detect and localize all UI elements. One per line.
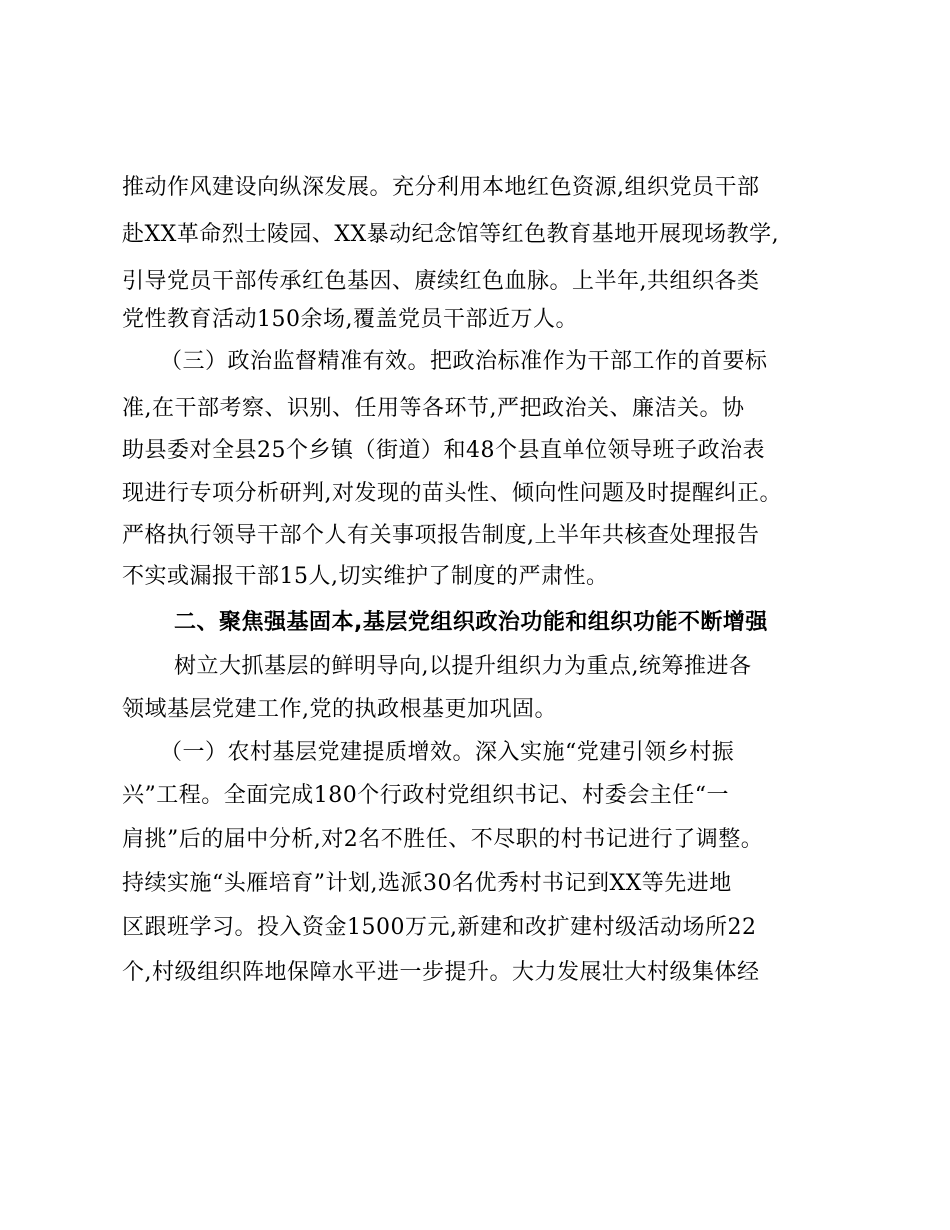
body-text-line: 赴XX革命烈士陵园、XX暴动纪念馆等红色教育基地开展现场教学,: [122, 222, 780, 247]
body-text-line: 党性教育活动150余场,覆盖党员干部近万人。: [122, 307, 578, 332]
body-text-line: 引导党员干部传承红色基因、赓续红色血脉。上半年,共组织各类: [122, 269, 760, 294]
paragraph-lead-line: 树立大抓基层的鲜明导向,以提升组织力为重点,统筹推进各: [174, 654, 752, 679]
body-text-line: 不实或漏报干部15人,切实维护了制度的严肃性。: [122, 564, 609, 589]
section-three-lead-line: （三）政治监督精准有效。把政治标准作为干部工作的首要标: [160, 349, 768, 374]
body-text-line: 持续实施“头雁培育”计划,选派30名优秀村书记到XX等先进地: [122, 871, 732, 896]
body-text-line: 助县委对全县25个乡镇（街道）和48个县直单位领导班子政治表: [122, 438, 765, 463]
body-text-line: 现进行专项分析研判,对发现的苗头性、倾向性问题及时提醒纠正。: [122, 481, 782, 506]
body-text-line: 个,村级组织阵地保障水平进一步提升。大力发展壮大村级集体经: [122, 960, 760, 985]
body-text-line: 兴”工程。全面完成180个行政村党组织书记、村委会主任“一: [122, 783, 729, 808]
body-text-line: 领域基层党建工作,党的执政根基更加巩固。: [122, 697, 557, 722]
body-text-line: 准,在干部考察、识别、任用等各环节,严把政治关、廉洁关。协: [122, 396, 745, 421]
body-text-line: 严格执行领导干部个人有关事项报告制度,上半年共核查处理报告: [122, 523, 760, 548]
body-text-line: 肩挑”后的届中分析,对2名不胜任、不尽职的村书记进行了调整。: [122, 827, 764, 852]
body-text-line: 推动作风建设向纵深发展。充分利用本地红色资源,组织党员干部: [122, 175, 760, 200]
body-text-line: 区跟班学习。投入资金1500万元,新建和改扩建村级活动场所22: [122, 915, 757, 940]
subsection-one-lead-line: （一）农村基层党建提质增效。深入实施“党建引领乡村振: [160, 740, 735, 765]
section-heading: 二、聚焦强基固本,基层党组织政治功能和组织功能不断增强: [174, 610, 768, 635]
